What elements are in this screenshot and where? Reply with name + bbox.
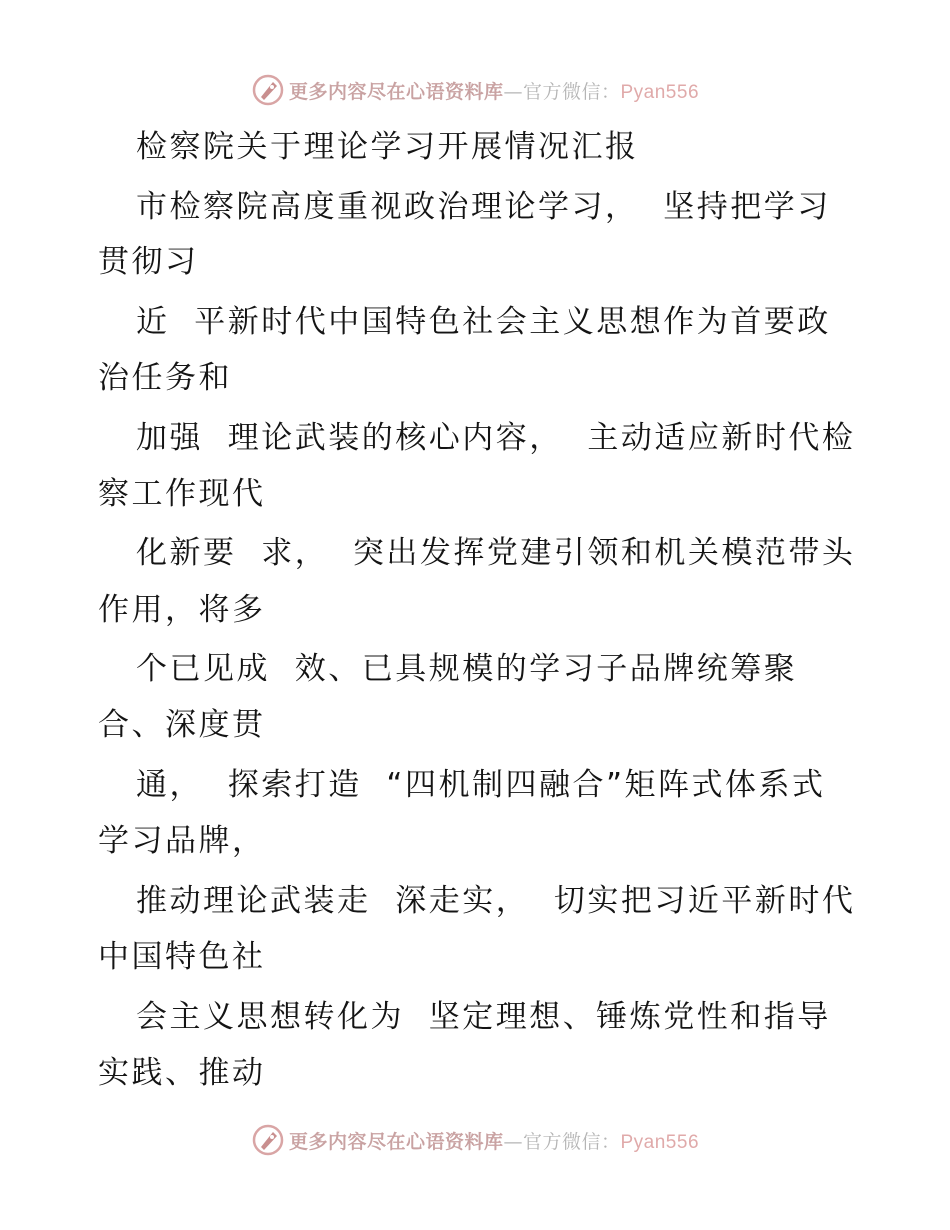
footer-watermark xyxy=(0,1120,950,1160)
document-title: 检察院关于理论学习开展情况汇报 xyxy=(136,129,639,165)
document-line: 推动理论武装走 深走实， 切实把习近平新时代 xyxy=(136,883,856,919)
document-line: 个已见成 效、已具规模的学习子品牌统筹聚 xyxy=(136,651,798,687)
document-line: 市检察院高度重视政治理论学习， 坚持把学习 xyxy=(136,189,831,225)
document-line: 作用，将多 xyxy=(98,592,266,628)
document-line: 学习品牌， xyxy=(98,823,266,859)
document-line: 近 平新时代中国特色社会主义思想作为首要政 xyxy=(136,304,831,340)
document-line: 实践、推动 xyxy=(98,1055,266,1091)
document-line: 通， 探索打造 “四机制四融合”矩阵式体系式 xyxy=(136,767,826,803)
document-line: 贯彻习 xyxy=(98,244,199,280)
document-line: 合、深度贯 xyxy=(98,707,266,743)
document-line: 会主义思想转化为 坚定理想、锤炼党性和指导 xyxy=(136,999,831,1035)
document-line: 加强 理论武装的核心内容， 主动适应新时代检 xyxy=(136,420,856,456)
document-line: 中国特色社 xyxy=(98,939,266,975)
pen-nib-logo-icon xyxy=(251,1123,285,1157)
document-line: 治任务和 xyxy=(98,360,232,396)
watermark-text: 更多内容尽在心语资料库—官方微信：Pyan556 xyxy=(288,80,700,103)
pen-nib-logo-icon xyxy=(251,73,285,107)
document-line: 察工作现代 xyxy=(98,476,266,512)
header-watermark xyxy=(0,70,950,110)
watermark-text: 更多内容尽在心语资料库—官方微信：Pyan556 xyxy=(288,1130,700,1153)
document-line: 化新要 求， 突出发挥党建引领和机关模范带头 xyxy=(136,535,856,571)
